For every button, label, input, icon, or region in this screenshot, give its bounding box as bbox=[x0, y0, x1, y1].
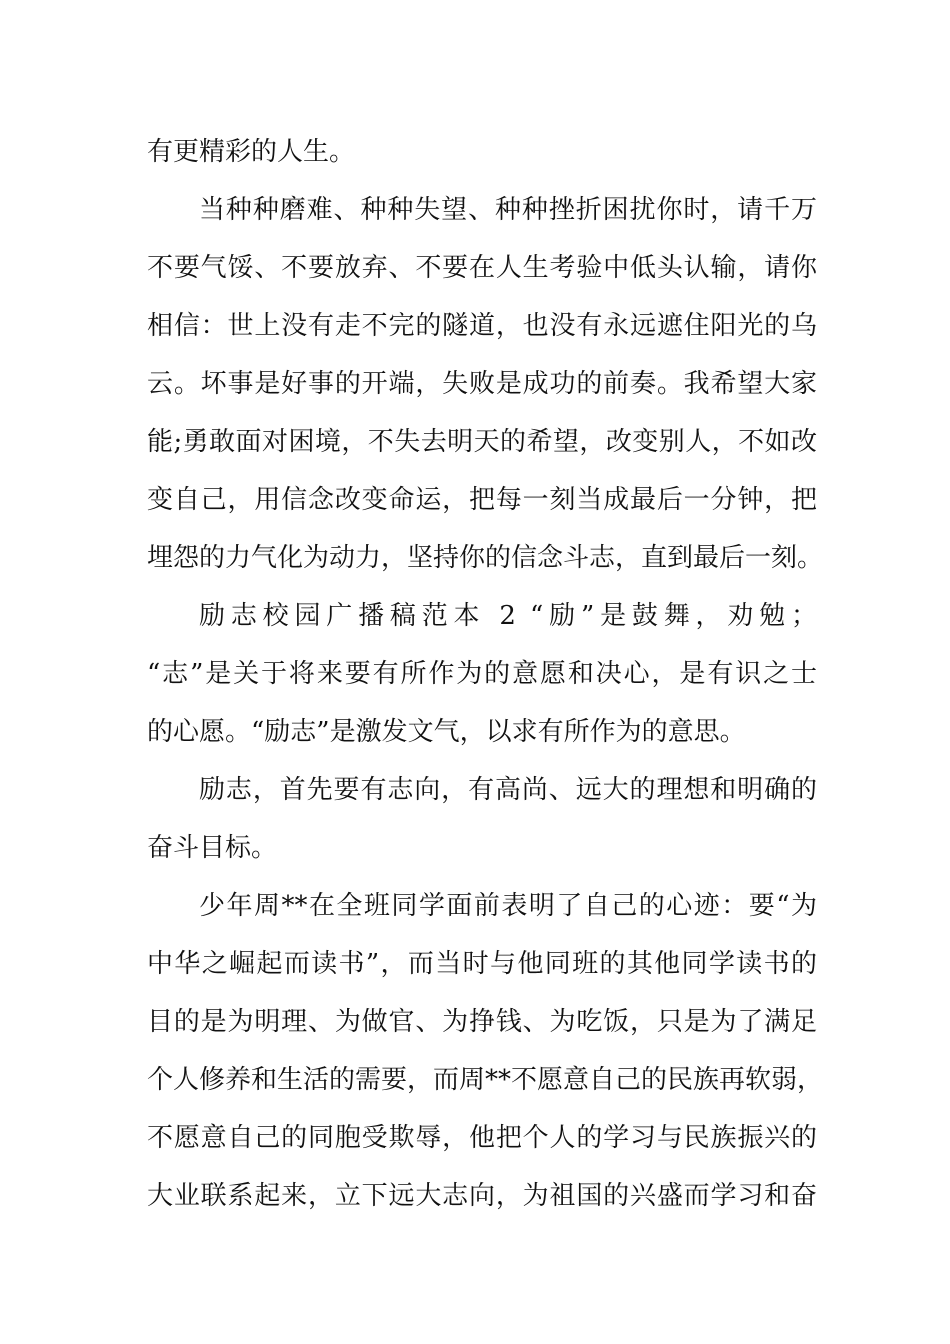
text-line: 变自己，用信念改变命运，把每一刻当成最后一分钟，把 bbox=[147, 485, 817, 515]
text-line: 有更精彩的人生。 bbox=[147, 137, 356, 167]
text-line: 不要气馁、不要放弃、不要在人生考验中低头认输，请你 bbox=[147, 253, 817, 283]
text-line: 励志校园广播稿范本 2 “励”是鼓舞，劝勉； bbox=[199, 601, 817, 631]
text-line: 的心愿。“励志”是激发文气，以求有所作为的意思。 bbox=[147, 717, 746, 747]
text-line: 个人修养和生活的需要，而周**不愿意自己的民族再软弱， bbox=[147, 1065, 824, 1095]
text-line: 埋怨的力气化为动力，坚持你的信念斗志，直到最后一刻。 bbox=[147, 543, 824, 573]
text-line: 大业联系起来，立下远大志向，为祖国的兴盛而学习和奋 bbox=[147, 1181, 817, 1211]
text-line: 相信：世上没有走不完的隧道，也没有永远遮住阳光的乌 bbox=[147, 311, 817, 341]
text-line: 励志，首先要有志向，有高尚、远大的理想和明确的 bbox=[199, 775, 817, 805]
text-line: 能;勇敢面对困境，不失去明天的希望，改变别人，不如改 bbox=[147, 427, 817, 457]
text-line: 目的是为明理、为做官、为挣钱、为吃饭，只是为了满足 bbox=[147, 1007, 817, 1037]
text-line: 当种种磨难、种种失望、种种挫折困扰你时，请千万 bbox=[199, 195, 817, 225]
text-line: 云。坏事是好事的开端，失败是成功的前奏。我希望大家 bbox=[147, 369, 817, 399]
text-line: 中华之崛起而读书”，而当时与他同班的其他同学读书的 bbox=[147, 949, 817, 979]
text-line: 不愿意自己的同胞受欺辱，他把个人的学习与民族振兴的 bbox=[147, 1123, 817, 1153]
text-line: 奋斗目标。 bbox=[147, 833, 278, 863]
text-line: 少年周**在全班同学面前表明了自己的心迹：要“为 bbox=[199, 891, 817, 921]
text-line: “志”是关于将来要有所作为的意愿和决心，是有识之士 bbox=[147, 659, 817, 689]
